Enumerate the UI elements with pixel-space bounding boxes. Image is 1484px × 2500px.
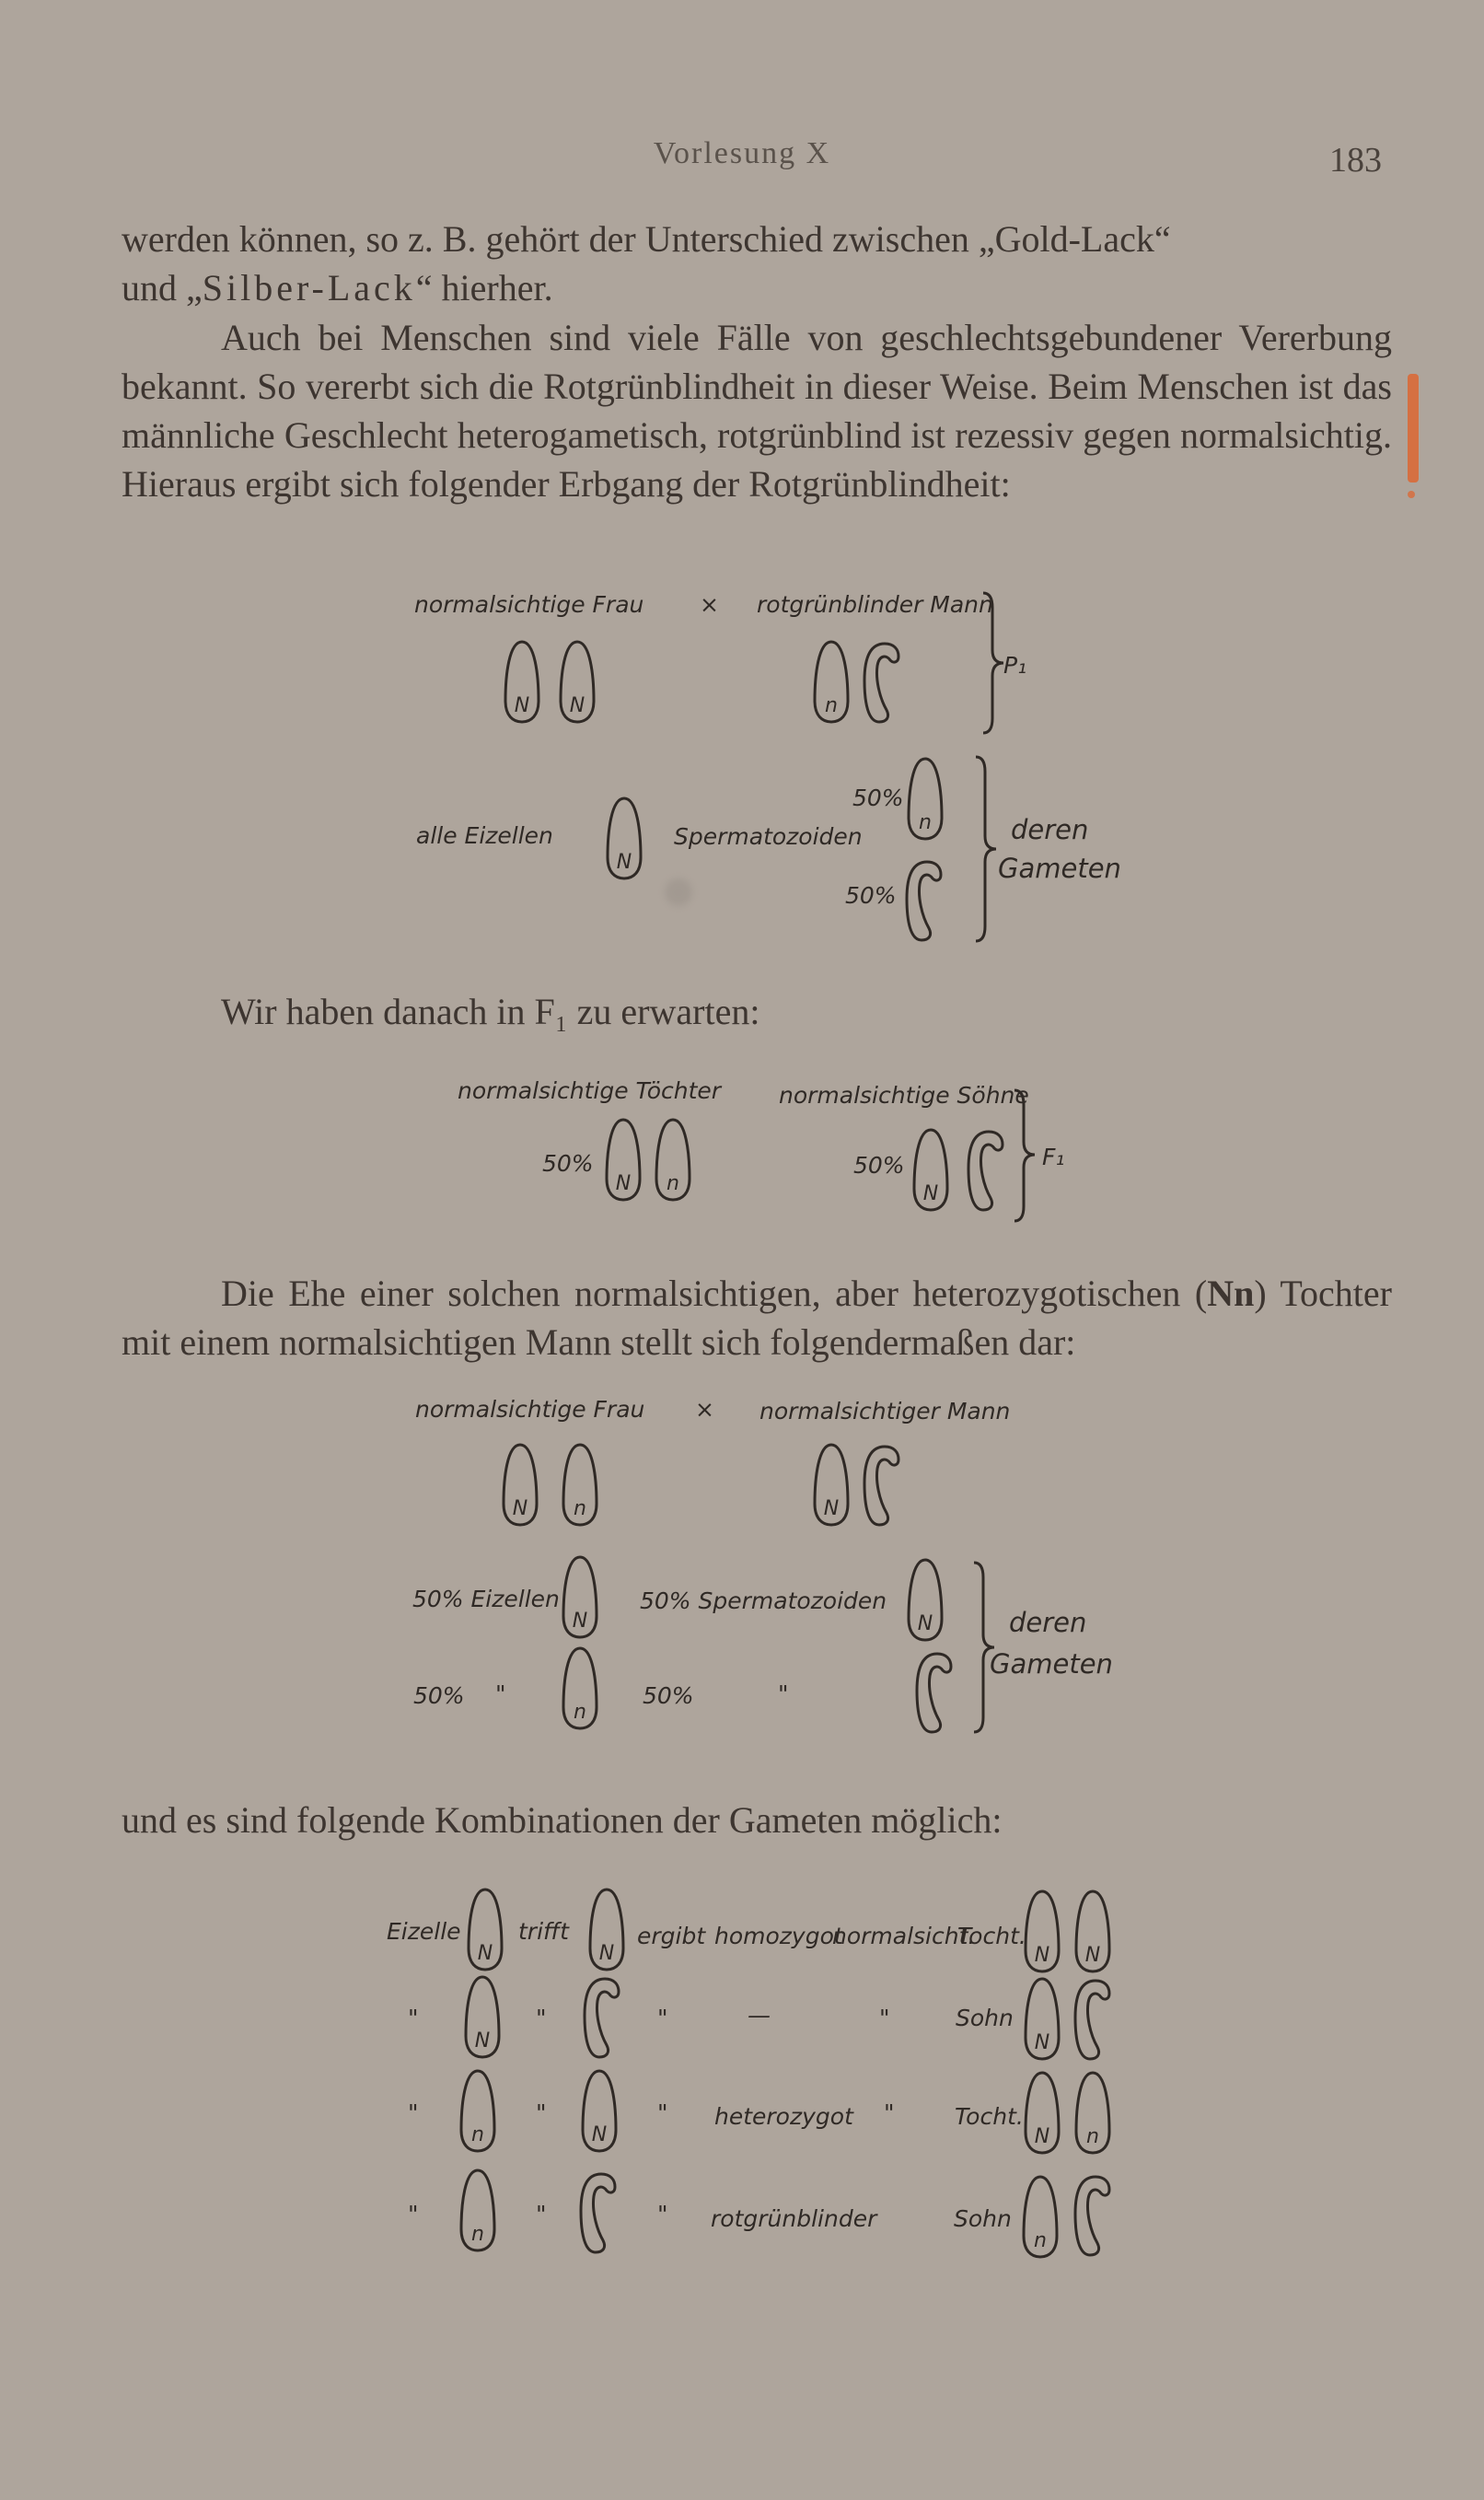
ditto-mark: " bbox=[657, 2201, 668, 2227]
ditto-mark: " bbox=[536, 2201, 547, 2227]
x-chromosome-icon bbox=[560, 1645, 600, 1732]
margin-marker bbox=[1408, 374, 1419, 483]
ditto-mark: " bbox=[536, 2005, 547, 2031]
text-span: und „ bbox=[122, 267, 203, 308]
label-egg: Eizelle bbox=[387, 1918, 461, 1945]
paragraph-3 bbox=[122, 987, 1392, 1036]
chromosome-letter: N bbox=[823, 1497, 840, 1520]
chromosome-letter: N bbox=[514, 694, 530, 717]
chromosome-letter: n bbox=[1034, 2229, 1047, 2252]
chromosome-letter: N bbox=[1034, 2031, 1050, 2054]
x-chromosome-icon bbox=[1072, 1888, 1113, 1975]
y-chromosome-icon bbox=[963, 1126, 1005, 1214]
x-chromosome-icon bbox=[811, 638, 852, 726]
chromosome-letter: N bbox=[615, 1172, 632, 1195]
x-chromosome-icon bbox=[458, 2167, 498, 2254]
text-span: Die Ehe einer solchen normalsichtigen, aber heterozygotischen ( bbox=[221, 1273, 1208, 1314]
label-eggs-row1: 50% Eizellen bbox=[412, 1586, 560, 1612]
chromosome-letter: n bbox=[825, 694, 838, 717]
text-span: “ hierher. bbox=[415, 267, 553, 308]
percent-label: 50% bbox=[845, 882, 897, 909]
row4-sex: Sohn bbox=[954, 2205, 1012, 2232]
x-chromosome-icon bbox=[811, 1441, 852, 1529]
y-chromosome-icon bbox=[579, 1973, 621, 2061]
chromosome-letter: n bbox=[919, 811, 932, 834]
chromosome-letter: N bbox=[477, 1942, 493, 1965]
margin-marker-dot bbox=[1408, 491, 1415, 498]
paragraph-4-text bbox=[122, 1269, 1392, 1366]
row3-genotype: heterozygot bbox=[714, 2103, 853, 2130]
y-chromosome-icon bbox=[911, 1648, 954, 1736]
percent-label: 50% bbox=[853, 1152, 905, 1179]
chromosome-letter: n bbox=[574, 1497, 586, 1520]
x-chromosome-icon bbox=[1020, 2173, 1061, 2261]
label-sperm-row1: 50% Spermatozoiden bbox=[640, 1587, 887, 1614]
label-meets: trifft bbox=[518, 1918, 569, 1945]
ditto-mark: " bbox=[495, 1680, 506, 1707]
label-p1: P₁ bbox=[1003, 652, 1027, 679]
ditto-mark: " bbox=[536, 2099, 547, 2126]
dash: — bbox=[748, 2002, 771, 2029]
chromosome-letter: N bbox=[922, 1182, 939, 1205]
ditto-mark: " bbox=[657, 2099, 668, 2126]
x-chromosome-icon bbox=[560, 1553, 600, 1641]
percent-label: 50% bbox=[413, 1682, 465, 1709]
y-chromosome-icon bbox=[1070, 2171, 1112, 2259]
ditto-mark: " bbox=[879, 2005, 890, 2031]
x-chromosome-icon bbox=[579, 2067, 620, 2155]
brace-f1 bbox=[1007, 1087, 1044, 1225]
brace-gametes bbox=[968, 753, 1005, 945]
cross-symbol: × bbox=[695, 1396, 714, 1423]
label-normal-woman: normalsichtige Frau bbox=[414, 591, 644, 618]
chromosome-letter: N bbox=[569, 694, 585, 717]
x-chromosome-icon bbox=[458, 2067, 498, 2155]
chromosome-letter: N bbox=[474, 2029, 491, 2052]
chromosome-letter: N bbox=[917, 1612, 933, 1635]
paragraph-5 bbox=[122, 1796, 1392, 1844]
x-chromosome-icon bbox=[462, 1973, 503, 2061]
label-gameten: Gameten bbox=[990, 1648, 1113, 1680]
chromosome-letter: N bbox=[512, 1497, 528, 1520]
ditto-mark: " bbox=[657, 2005, 668, 2031]
x-chromosome-icon bbox=[653, 1116, 693, 1203]
chromosome-letter: N bbox=[598, 1942, 615, 1965]
y-chromosome-icon bbox=[901, 856, 944, 944]
y-chromosome-icon bbox=[1070, 1975, 1112, 2063]
page-number: 183 bbox=[1329, 141, 1382, 180]
x-chromosome-icon bbox=[560, 1441, 600, 1529]
chromosome-letter: n bbox=[471, 2123, 484, 2146]
label-deren: deren bbox=[1011, 814, 1089, 845]
chromosome-letter: n bbox=[574, 1701, 586, 1724]
label-f1: F₁ bbox=[1042, 1144, 1065, 1170]
ditto-mark: " bbox=[408, 2005, 419, 2031]
x-chromosome-icon bbox=[1022, 2069, 1062, 2157]
text-span: ) Tochter mit einem normalsichtigen Mann stellt sich folgendermaßen dar: bbox=[122, 1273, 1392, 1363]
chromosome-letter: N bbox=[1034, 2125, 1050, 2148]
label-normal-man: normalsichtiger Mann bbox=[759, 1398, 1011, 1424]
paragraph-3-text: Wir haben danach in F₁ zu erwarten: bbox=[221, 991, 760, 1032]
paragraph-2 bbox=[122, 313, 1392, 508]
x-chromosome-icon bbox=[586, 1886, 627, 1973]
row4-type: rotgrünblinder bbox=[711, 2205, 877, 2232]
chromosome-letter: n bbox=[1086, 2125, 1099, 2148]
percent-label: 50% bbox=[643, 1682, 694, 1709]
paragraph-1 bbox=[122, 215, 1392, 312]
x-chromosome-icon bbox=[603, 1116, 643, 1203]
paragraph-4 bbox=[122, 1269, 1392, 1366]
y-chromosome-icon bbox=[859, 1441, 901, 1529]
genotype-nn: Nn bbox=[1207, 1273, 1255, 1314]
running-header: Vorlesung X bbox=[653, 136, 831, 170]
chromosome-letter: N bbox=[616, 851, 632, 874]
label-deren: deren bbox=[1009, 1607, 1087, 1638]
label-sons: normalsichtige Söhne bbox=[779, 1082, 1029, 1109]
spaced-term: Silber-Lack bbox=[202, 267, 416, 308]
chromosome-letter: N bbox=[591, 2123, 608, 2146]
chromosome-letter: N bbox=[572, 1610, 588, 1633]
x-chromosome-icon bbox=[1022, 1888, 1062, 1975]
x-chromosome-icon bbox=[910, 1126, 951, 1214]
row1-type: normalsicht. bbox=[832, 1923, 976, 1949]
x-chromosome-icon bbox=[1022, 1975, 1062, 2063]
label-all-eggs: alle Eizellen bbox=[416, 822, 553, 849]
paper-smudge bbox=[665, 878, 692, 906]
label-sperm: Spermatozoiden bbox=[674, 823, 863, 850]
x-chromosome-icon bbox=[557, 638, 597, 726]
label-gameten: Gameten bbox=[998, 853, 1121, 884]
x-chromosome-icon bbox=[604, 795, 644, 882]
label-results: ergibt bbox=[637, 1923, 706, 1949]
chromosome-letter: n bbox=[471, 2223, 484, 2246]
x-chromosome-icon bbox=[502, 638, 542, 726]
chromosome-letter: N bbox=[1084, 1944, 1101, 1967]
ditto-mark: " bbox=[778, 1680, 789, 1707]
x-chromosome-icon bbox=[1072, 2069, 1113, 2157]
row1-sex: Tocht. bbox=[957, 1923, 1026, 1949]
chromosome-letter: n bbox=[667, 1172, 679, 1195]
y-chromosome-icon bbox=[575, 2169, 618, 2256]
chromosome-letter: N bbox=[1034, 1944, 1050, 1967]
x-chromosome-icon bbox=[500, 1441, 540, 1529]
paragraph-1-line-1: werden können, so z. B. gehört der Unterschied zwischen „Gold-Lack“ bbox=[122, 218, 1171, 260]
row1-genotype: homozygot bbox=[714, 1923, 843, 1949]
row3-sex: Tocht. bbox=[955, 2103, 1024, 2130]
x-chromosome-icon bbox=[465, 1886, 505, 1973]
label-colorblind-man: rotgrünblinder Mann bbox=[757, 591, 993, 618]
ditto-mark: " bbox=[408, 2201, 419, 2227]
brace-gametes bbox=[967, 1559, 1003, 1736]
x-chromosome-icon bbox=[905, 755, 945, 843]
percent-label: 50% bbox=[852, 785, 904, 811]
y-chromosome-icon bbox=[859, 638, 901, 726]
label-normal-woman: normalsichtige Frau bbox=[415, 1396, 645, 1423]
label-daughters: normalsichtige Töchter bbox=[458, 1077, 722, 1104]
x-chromosome-icon bbox=[905, 1556, 945, 1644]
ditto-mark: " bbox=[884, 2099, 895, 2126]
row2-sex: Sohn bbox=[956, 2005, 1014, 2031]
paragraph-2-text: Auch bei Menschen sind viele Fälle von geschlechtsgebundener Vererbung bekannt. So vererbt sich die Rotgrünblindheit in dieser Weise. Beim Menschen ist das männliche Geschlecht heterogametisch, rotgrünblind ist rezessiv gegen normalsichtig. Hieraus ergibt sich folgender Erbgang der Rotgrünblindheit: bbox=[122, 317, 1392, 505]
ditto-mark: " bbox=[408, 2099, 419, 2126]
cross-symbol: × bbox=[700, 591, 719, 618]
paragraph-1-line-2 bbox=[122, 263, 1392, 312]
percent-label: 50% bbox=[542, 1150, 594, 1177]
paragraph-5-text: und es sind folgende Kombinationen der Gameten möglich: bbox=[122, 1799, 1003, 1841]
